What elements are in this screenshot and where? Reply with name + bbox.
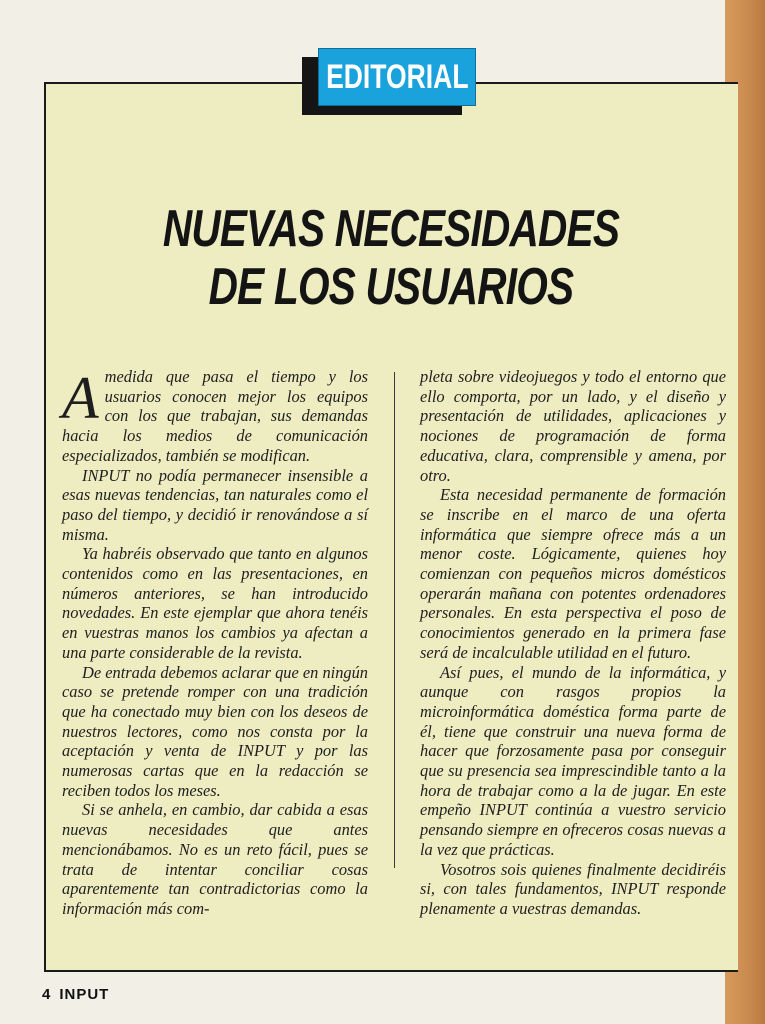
article-column-right (420, 367, 726, 919)
page-title (44, 200, 738, 316)
paragraph: Esta necesidad permanente de formación se inscribe en el marco de una oferta informática que siempre ofrece más a un menor coste. Lógicamente, quienes hoy comienzan con pequeños micros domésticos operarán mañana con potentes ordenadores personales. En esta perspectiva el poso de conocimientos generado en la primera fase será de incalculable utilidad en el futuro. (420, 485, 726, 662)
title-line-2: DE LOS USUARIOS (208, 258, 574, 316)
page-number: 4 (42, 986, 52, 1003)
paragraph: A medida que pasa el tiempo y los usuarios conocen mejor los equipos con los que trabajan, sus demandas hacia los medios de comunicación especializados, también se modifican. (62, 365, 368, 465)
paragraph: INPUT no podía permanecer insensible a esas nuevas tendencias, tan naturales como el paso del tiempo, y decidió ir renovándose a sí misma. (62, 465, 368, 544)
column-divider (394, 372, 395, 868)
title-line-1: NUEVAS NECESIDADES (162, 200, 620, 258)
article-column-left (62, 367, 368, 919)
section-badge-label: EDITORIAL (325, 57, 469, 96)
paragraph: Así pues, el mundo de la informática, y aunque con rasgos propios la microinformática doméstica forma parte de él, tiene que construir una nueva forma de hacer que forzosamente pasa por conseguir que su presencia sea imprescindible tanto a la hora de trabajar como a la de jugar. En este empeño INPUT continúa a vuestro servicio pensando siempre en ofreceros cosas nuevas a la vez que prácticas. (420, 662, 726, 859)
paragraph: De entrada debemos aclarar que en ningún caso se pretende romper con una tradición que ha conectado muy bien con los deseos de nuestros lectores, como nos consta por la aceptación y venta de INPUT y por las numerosas cartas que en la redacción se reciben todos los meses. (62, 662, 368, 800)
magazine-name: INPUT (59, 986, 110, 1003)
paragraph: Vosotros sois quienes finalmente decidiréis si, con tales fundamentos, INPUT responde plenamente a vuestras demandas. (420, 859, 726, 918)
paragraph: Si se anhela, en cambio, dar cabida a esas nuevas necesidades que antes mencionábamos. No es un reto fácil, pues se trata de intentar conciliar cosas aparentemente tan contradictorias como la información más com- (62, 800, 368, 918)
page-footer (42, 986, 109, 1003)
section-badge (318, 48, 476, 106)
paragraph: pleta sobre videojuegos y todo el entorno que ello comporta, por un lado, y el diseño y presentación de utilidades, aplicaciones y nociones de programación de forma educativa, clara, comprensible y amena, por otro. (420, 367, 726, 485)
paragraph: Ya habréis observado que tanto en algunos contenidos como en las presentaciones, en números anteriores, se han introducido novedades. En este ejemplar que ahora tenéis en vuestras manos los cambios ya afectan a una parte considerable de la revista. (62, 544, 368, 662)
drop-cap: A (62, 365, 99, 431)
